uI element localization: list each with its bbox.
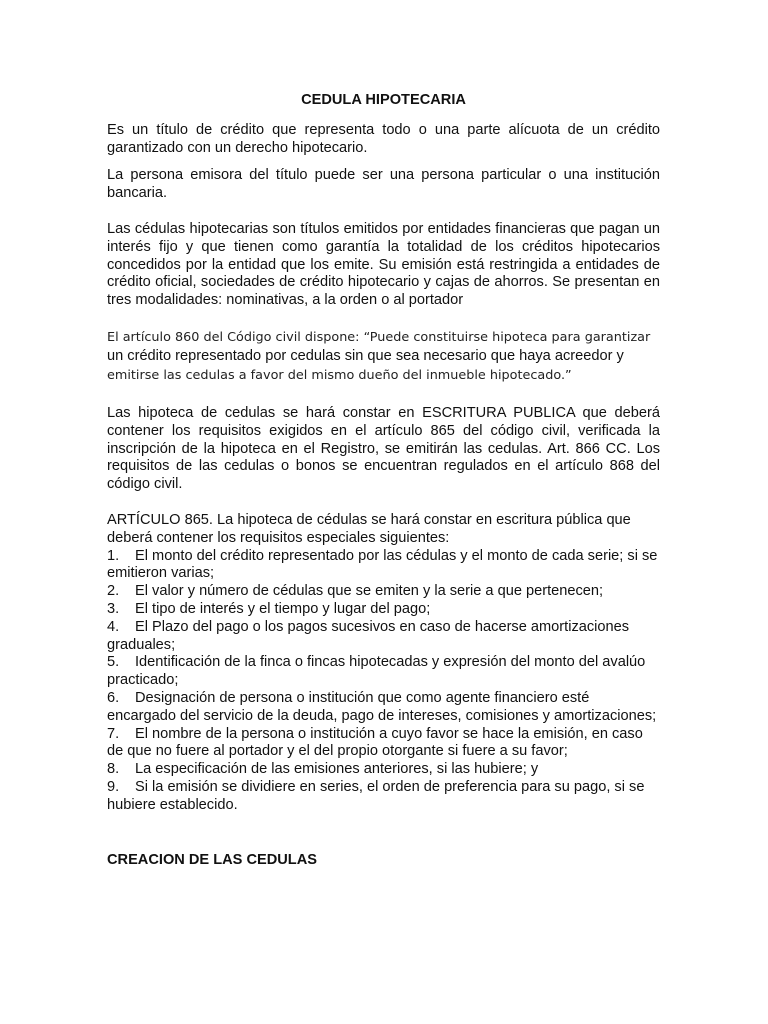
list-item (107, 761, 660, 779)
list-item-text: Si la emisión se dividiere en series, el orden de preferencia para su pago, si se hubiere establecido. (107, 778, 645, 813)
paragraph-issuer: La persona emisora del título puede ser una persona particular o una institución bancaria. (107, 167, 660, 202)
list-item-number: 3. (107, 600, 120, 617)
list-item (107, 654, 660, 690)
list-item-text: El monto del crédito representado por las cédulas y el monto de cada serie; si se emitieron varias; (107, 547, 658, 582)
quote-line: El artículo 860 del Código civil dispone: “Puede constituirse hipoteca para garantizar (107, 329, 651, 345)
section-heading: CREACION DE LAS CEDULAS (107, 851, 317, 868)
list-item-text: La especificación de las emisiones anteriores, si las hubiere; y (135, 761, 539, 778)
list-item-number: 7. (107, 725, 120, 742)
list-item-text: El Plazo del pago o los pagos sucesivos en caso de hacerse amortizaciones graduales; (107, 618, 630, 653)
list-item-text: El nombre de la persona o institución a cuyo favor se hace la emisión, en caso de que no fuere al portador y el del propio otorgante si fuere a su favor; (107, 725, 643, 760)
list-item-number: 4. (107, 618, 120, 635)
paragraph-definition: Es un título de crédito que representa todo o una parte alícuota de un crédito garantizado con un derecho hipotecario. (107, 121, 660, 156)
list-item-number: 1. (107, 547, 120, 564)
quote-article-860 (107, 328, 660, 385)
page-title: CEDULA HIPOTECARIA (301, 92, 466, 108)
paragraph-cedulas-description: Las cédulas hipotecarias son títulos emitidos por entidades financieras que pagan un interés fijo y que tienen como garantía la totalidad de los créditos hipotecarios concedidos por la entidad que los emite. Su emisión está restringida a entidades de crédito oficial, sociedades de crédito hipotecario y cajas de ahorros. Se presentan en tres modalidades: nominativas, a la orden o al portador (107, 220, 660, 309)
quote-line: un crédito representado por cedulas sin que sea necesario que haya acreedor y (107, 347, 624, 364)
article-865-intro: ARTÍCULO 865. La hipoteca de cédulas se hará constar en escritura pública que deberá contener los requisitos especiales siguientes: (107, 511, 631, 546)
list-item (107, 583, 660, 601)
list-item-text: El valor y número de cédulas que se emiten y la serie a que pertenecen; (135, 583, 604, 600)
list-item-number: 9. (107, 778, 120, 795)
list-item-text: El tipo de interés y el tiempo y lugar del pago; (135, 600, 431, 617)
list-item-text: Identificación de la finca o fincas hipotecadas y expresión del monto del avalúo practicado; (107, 654, 646, 689)
list-item (107, 690, 660, 726)
requirements-list (107, 548, 660, 815)
quote-line: emitirse las cedulas a favor del mismo dueño del inmueble hipotecado.” (107, 367, 572, 383)
list-item-number: 8. (107, 761, 120, 778)
list-item (107, 779, 660, 815)
list-item-number: 2. (107, 583, 120, 600)
list-item-text: Designación de persona o institución que como agente financiero esté encargado del servicio de la deuda, pago de intereses, comisiones y amortizaciones; (107, 689, 657, 724)
paragraph-escritura-publica: Las hipoteca de cedulas se hará constar en ESCRITURA PUBLICA que deberá contener los requisitos exigidos en el artículo 865 del código civil, verificada la inscripción de la hipoteca en el Registro, se emitirán las cedulas. Art. 866 CC. Los requisitos de las cedulas o bonos se encuentran regulados en el artículo 868 del código civil. (107, 404, 660, 493)
list-item-number: 6. (107, 689, 120, 706)
list-item (107, 601, 660, 619)
list-item (107, 619, 660, 655)
list-item-number: 5. (107, 654, 120, 671)
list-item (107, 548, 660, 584)
list-item (107, 726, 660, 762)
